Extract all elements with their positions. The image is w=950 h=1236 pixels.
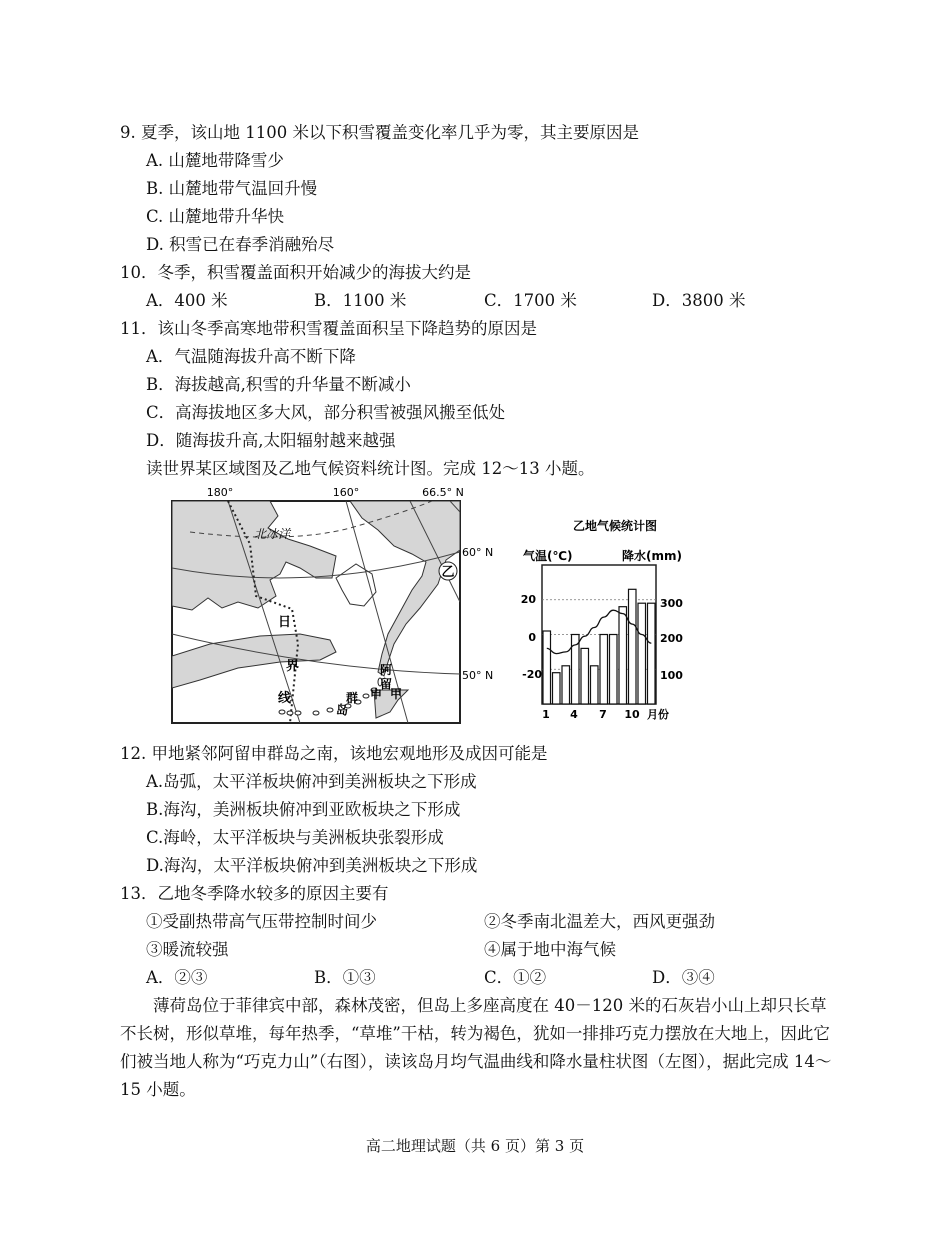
x-axis-label: 月份 xyxy=(647,708,669,721)
q13-option-b: B．①③ xyxy=(314,968,376,987)
q11-option-a: A．气温随海拔升高不断下降 xyxy=(146,347,356,366)
marker-yi: 乙 xyxy=(441,565,455,580)
chart-y-right-label: 降水(mm) xyxy=(622,549,682,563)
x-tick-10: 10 xyxy=(624,708,640,721)
q9-option-a: A. 山麓地带降雪少 xyxy=(146,151,284,170)
precip-bar-month-9 xyxy=(619,607,627,704)
island-label-shen: 申 xyxy=(370,687,383,701)
q13-option-c: C．①② xyxy=(484,968,547,987)
island-label-liu: 留 xyxy=(380,677,393,691)
q10-option-d: D．3800 米 xyxy=(652,291,746,310)
intro-14-15: 薄荷岛位于菲律宾中部，森林茂密，但岛上多座高度在 40－120 米的石灰岩小山上却只长草不长树，形似草堆，每年热季，“草堆”干枯，转为褐色，犹如一排排巧克力摆放在大地上，因此它们被当地人称为“巧克力山”（右图），读该岛月均气温曲线和降水量柱状图（左图），据此完成 14～15 小题。 xyxy=(120,996,832,1099)
island-label-dao: 岛 xyxy=(336,703,349,717)
q11-stem: 11．该山冬季高寒地带积雪覆盖面积呈下降趋势的原因是 xyxy=(120,319,537,338)
map-lon-label-180: 180° xyxy=(206,486,234,499)
q11-option-c: C．高海拔地区多大风，部分积雪被强风搬至低处 xyxy=(146,403,506,422)
q9-option-b: B. 山麓地带气温回升慢 xyxy=(146,179,318,198)
map-lon-label-160: 160° xyxy=(332,486,360,499)
q9-stem: 9. 夏季，该山地 1100 米以下积雪覆盖变化率几乎为零，其主要原因是 xyxy=(120,123,639,142)
q10-stem: 10．冬季，积雪覆盖面积开始减少的海拔大约是 xyxy=(120,263,471,282)
q11-option-b: B．海拔越高,积雪的升华量不断减小 xyxy=(146,375,411,394)
page-footer: 高二地理试题（共 6 页）第 3 页 xyxy=(365,1137,585,1155)
q11-option-d: D．随海拔升高,太阳辐射越来越强 xyxy=(146,431,396,450)
y-right-tick-300: 300 xyxy=(660,597,683,610)
y-left-tick-20: 20 xyxy=(520,593,536,606)
arctic-ocean-label: 北冰洋 xyxy=(254,527,291,541)
q12-option-c: C.海岭，太平洋板块与美洲板块张裂形成 xyxy=(146,828,444,847)
y-right-tick-200: 200 xyxy=(660,632,683,645)
climate-chart xyxy=(515,508,715,722)
island-label-a: 阿 xyxy=(380,663,393,677)
q13-item-2: ②冬季南北温差大，西风更强劲 xyxy=(484,912,715,931)
q12-option-d: D.海沟，太平洋板块俯冲到美洲板块之下形成 xyxy=(146,856,478,875)
q13-item-1: ①受副热带高气压带控制时间少 xyxy=(146,912,377,931)
q12-option-b: B.海沟，美洲板块俯冲到亚欧板块之下形成 xyxy=(146,800,461,819)
q12-stem: 12. 甲地紧邻阿留申群岛之南，该地宏观地形及成因可能是 xyxy=(120,744,548,763)
precip-bar-month-10 xyxy=(629,589,637,704)
precip-bar-month-1 xyxy=(543,631,551,704)
q10-option-c: C．1700 米 xyxy=(484,291,577,310)
q12-option-a: A.岛弧，太平洋板块俯冲到美洲板块之下形成 xyxy=(146,772,477,791)
chart-title: 乙地气候统计图 xyxy=(572,519,658,533)
y-right-tick-100: 100 xyxy=(660,669,683,682)
map-lat-label-66-5: 66.5° N xyxy=(422,486,464,499)
region-map xyxy=(150,484,500,728)
date-line-label-3: 线 xyxy=(278,691,292,706)
precip-bar-month-3 xyxy=(562,666,570,704)
map-lat-label-60: 60° N xyxy=(462,546,494,559)
precip-bar-month-12 xyxy=(648,603,656,704)
x-tick-7: 7 xyxy=(599,708,607,721)
q13-option-d: D．③④ xyxy=(652,968,715,987)
q10-option-a: A．400 米 xyxy=(146,291,228,310)
q13-item-4: ④属于地中海气候 xyxy=(484,940,616,959)
q13-option-a: A．②③ xyxy=(146,968,208,987)
date-line-label-2: 界 xyxy=(286,659,300,674)
q13-item-3: ③暖流较强 xyxy=(146,940,229,959)
chart-y-left-label: 气温(℃) xyxy=(523,549,573,563)
map-lat-label-50: 50° N xyxy=(462,669,494,682)
precip-bar-month-5 xyxy=(581,648,589,704)
precip-bar-month-11 xyxy=(638,603,646,704)
precip-bar-month-8 xyxy=(610,635,618,705)
y-left-tick-neg20: -20 xyxy=(522,668,542,681)
q9-option-c: C. 山麓地带升华快 xyxy=(146,207,285,226)
x-tick-1: 1 xyxy=(542,708,550,721)
precip-bar-month-2 xyxy=(553,673,561,704)
marker-jia: 甲 xyxy=(390,687,403,701)
x-tick-4: 4 xyxy=(570,708,578,721)
q9-option-d: D. 积雪已在春季消融殆尽 xyxy=(146,235,335,254)
island-label-qun: 群 xyxy=(346,691,359,705)
intro-12-13: 读世界某区域图及乙地气候资料统计图。完成 12～13 小题。 xyxy=(146,459,595,478)
q13-stem: 13．乙地冬季降水较多的原因主要有 xyxy=(120,884,389,903)
y-left-tick-0: 0 xyxy=(528,631,536,644)
date-line-label-1: 日 xyxy=(278,615,292,630)
q10-option-b: B．1100 米 xyxy=(314,291,407,310)
precip-bar-month-7 xyxy=(600,635,608,705)
precip-bar-month-6 xyxy=(591,666,599,704)
